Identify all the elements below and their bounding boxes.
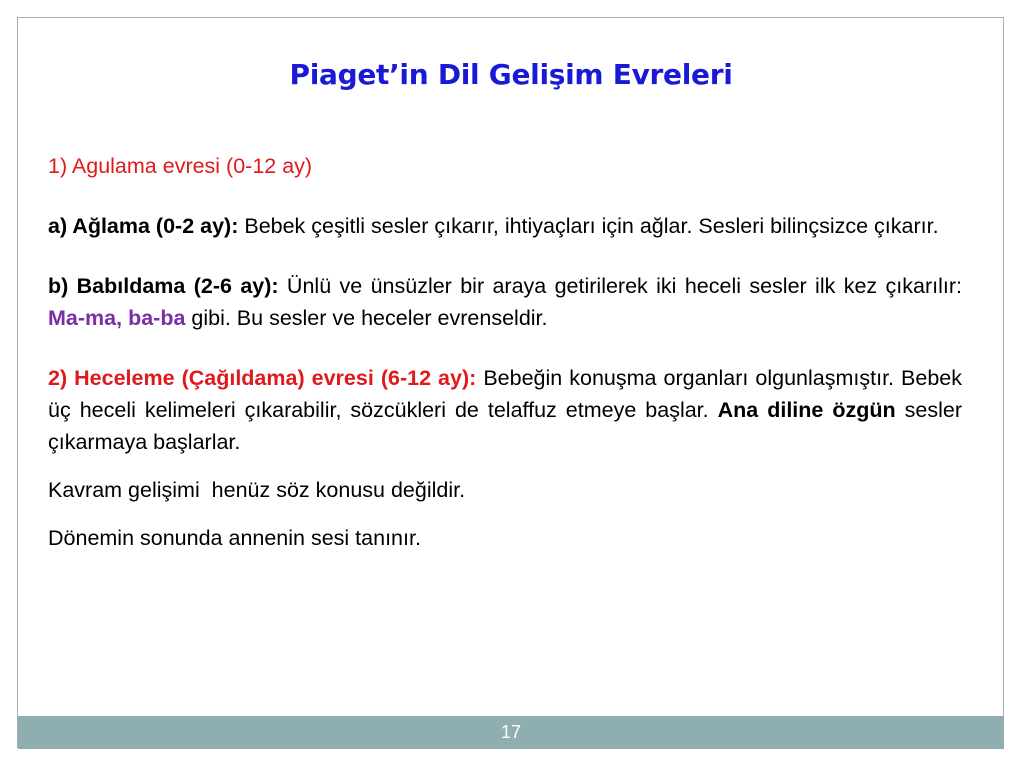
heading-babbling-stage: 1) Agulama evresi (0-12 ay) [48,154,313,178]
crying-label: a) Ağlama (0-2 ay): [48,214,239,238]
native-language-bold: Ana diline özgün [717,398,896,422]
paragraph-babbling [48,270,962,334]
page-number: 17 [500,722,522,742]
paragraph-syllable-stage [48,362,962,458]
babbling-text-1: Ünlü ve ünsüzler bir araya getirilerek iki heceli sesler ilk kez çıkarılır: [278,274,962,298]
babbling-text-2: gibi. Bu sesler ve heceler evrenseldir. [185,306,548,330]
slide-title: Piaget’in Dil Gelişim Evreleri [289,58,733,91]
paragraph-mother-voice: Dönemin sonunda annenin sesi tanınır. [48,526,421,550]
example-baba: ba-ba [128,306,186,330]
slide-body [48,150,962,554]
syllable-stage-text-1: Bebeğin konuşma organları olgunlaşmıştır. Bebek üç heceli kelimeleri çıkarabilir, sözcükleri de telaffuz etmeye başlar. [48,366,962,422]
paragraph-concept: Kavram gelişimi henüz söz konusu değildir. [48,478,466,502]
syllable-stage-label: 2) Heceleme (Çağıldama) evresi (6-12 ay): [48,366,477,390]
example-mama: Ma-ma, [48,306,123,330]
footer-bar [18,716,1004,749]
babbling-label: b) Babıldama (2-6 ay): [48,274,279,298]
paragraph-crying [48,210,962,242]
crying-text: Bebek çeşitli sesler çıkarır, ihtiyaçları için ağlar. Sesleri bilinçsizce çıkarır. [238,214,939,238]
syllable-stage-text-2: sesler çıkarmaya başlarlar. [48,398,962,454]
